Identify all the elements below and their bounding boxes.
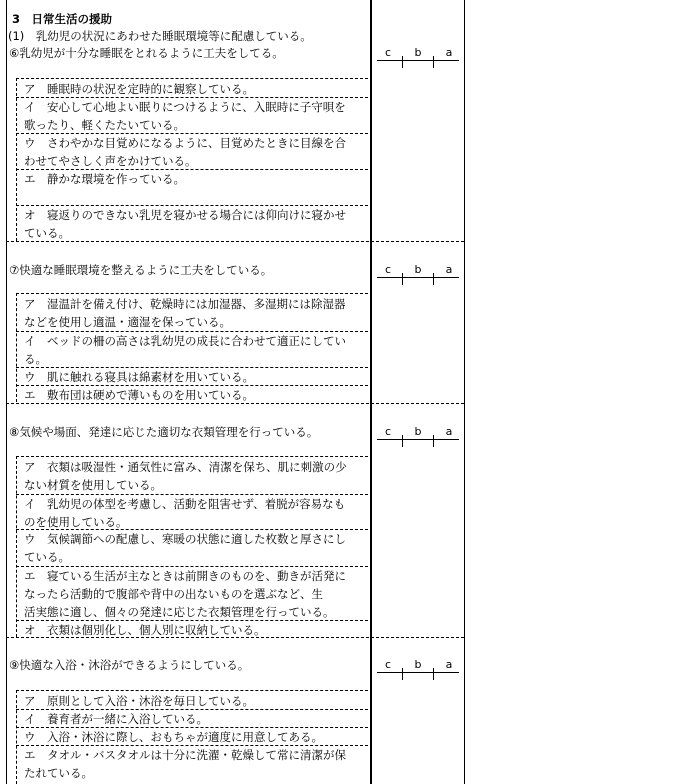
- criterion-text: ア 睡眠時の状況を定時的に観察している。: [24, 82, 254, 96]
- subsection-title: (1) 乳幼児の状況にあわせた睡眠環境等に配慮している。: [8, 29, 312, 43]
- rating-column-right-border: [464, 0, 465, 784]
- criteria-box-left: [16, 690, 17, 784]
- criterion-separator: [16, 331, 368, 332]
- criterion-text: ている。: [24, 226, 70, 240]
- rating-option-a[interactable]: a: [445, 46, 453, 59]
- criterion-text: イ 養育者が一緒に入浴している。: [24, 712, 208, 726]
- criterion-separator: [16, 385, 368, 386]
- left-column-border: [6, 0, 7, 784]
- criterion-text: 歌ったり、軽くたたいている。: [24, 118, 185, 132]
- criterion-text: イ ベッドの柵の高さは乳幼児の成長に合わせて適正にしてい: [24, 334, 346, 348]
- criterion-text: わせてやさしく声をかけている。: [24, 154, 197, 168]
- criterion-text: のを使用している。: [24, 515, 128, 529]
- rating-option-b[interactable]: b: [414, 425, 422, 438]
- rating-scale-tick: [433, 273, 434, 285]
- criterion-text: ア 湿温計を備え付け、乾燥時には加湿器、多湿期には除湿器: [24, 297, 346, 311]
- rating-option-c[interactable]: c: [384, 425, 392, 438]
- criterion-separator: [16, 709, 368, 710]
- criterion-separator: [16, 620, 368, 621]
- criterion-separator: [16, 494, 368, 495]
- criterion-text: エ 敷布団は硬めで薄いものを用いている。: [24, 388, 254, 402]
- criterion-text: ウ さわやかな目覚めになるように、目覚めたときに目線を合: [24, 136, 346, 150]
- criterion-text: オ 寝返りのできない乳児を寝かせる場合には仰向けに寝かせ: [24, 208, 346, 222]
- rating-scale-line: [377, 277, 459, 278]
- rating-scale-line: [377, 439, 459, 440]
- criterion-separator: [16, 367, 368, 368]
- rating-scale-tick: [402, 273, 403, 285]
- rating-scale-tick: [433, 435, 434, 447]
- rating-scale: [377, 46, 459, 70]
- rating-option-a[interactable]: a: [445, 263, 453, 276]
- criteria-box-left: [16, 78, 17, 241]
- criterion-text: などを使用し適温・適湿を保っている。: [24, 315, 231, 329]
- rating-scale-tick: [402, 56, 403, 68]
- criterion-separator: [16, 745, 368, 746]
- criterion-text: エ タオル・バスタオルは十分に洗濯・乾燥して常に清潔が保: [24, 748, 346, 762]
- criterion-separator: [16, 566, 368, 567]
- criterion-separator: [16, 133, 368, 134]
- criterion-separator: [16, 205, 368, 206]
- rating-scale-line: [377, 60, 459, 61]
- rating-scale: [377, 658, 459, 682]
- criteria-box-left: [16, 456, 17, 637]
- rating-option-c[interactable]: c: [384, 46, 392, 59]
- item-title: ⑧気候や場面、発達に応じた適切な衣類管理を行っている。: [9, 425, 319, 439]
- criterion-text: ている。: [24, 550, 70, 564]
- rating-option-c[interactable]: c: [384, 263, 392, 276]
- item-separator: [6, 241, 464, 242]
- criterion-text: オ 衣類は個別化し、個人別に収納している。: [24, 623, 266, 637]
- criterion-text: なったら活動的で腹部や背中の出ないものを選ぶなど、生: [24, 587, 323, 601]
- rating-option-b[interactable]: b: [414, 263, 422, 276]
- criterion-text: ウ 肌に触れる寝具は綿素材を用いている。: [24, 370, 254, 384]
- criteria-box-top: [16, 690, 368, 691]
- criterion-text: 活実態に適し、個々の発達に応じた衣類管理を行っている。: [24, 605, 335, 619]
- criterion-text: イ 安心して心地よい眠りにつけるように、入眠時に子守唄を: [24, 100, 346, 114]
- criterion-separator: [16, 169, 368, 170]
- rating-scale-tick: [433, 668, 434, 680]
- criterion-separator: [16, 97, 368, 98]
- criterion-text: エ 静かな環境を作っている。: [24, 172, 185, 186]
- criterion-text: る。: [24, 352, 47, 366]
- section-title: 3 日常生活の援助: [12, 12, 113, 26]
- item-title: ⑥乳幼児が十分な睡眠をとれるように工夫をしてる。: [9, 46, 284, 60]
- rating-option-b[interactable]: b: [414, 658, 422, 671]
- criterion-text: イ 乳幼児の体型を考慮し、活動を阻害せず、着脱が容易なも: [24, 497, 346, 511]
- criteria-box-top: [16, 456, 368, 457]
- criterion-text: ア 衣類は吸湿性・通気性に富み、清潔を保ち、肌に刺激の少: [24, 460, 347, 474]
- item-separator: [6, 637, 464, 638]
- rating-scale-tick: [402, 668, 403, 680]
- rating-option-a[interactable]: a: [445, 658, 453, 671]
- criterion-text: ア 原則として入浴・沐浴を毎日している。: [24, 694, 254, 708]
- criterion-text: ウ 気候調節への配慮し、寒暖の状態に適した枚数と厚さにし: [24, 532, 346, 546]
- rating-option-a[interactable]: a: [445, 425, 453, 438]
- criterion-text: たれている。: [24, 766, 93, 780]
- rating-option-b[interactable]: b: [414, 46, 422, 59]
- question-rating-divider: [370, 0, 372, 784]
- criterion-text: ない材質を使用している。: [24, 478, 162, 492]
- item-separator: [6, 403, 464, 404]
- rating-option-c[interactable]: c: [384, 658, 392, 671]
- item-title: ⑨快適な入浴・沐浴ができるようにしている。: [9, 658, 250, 672]
- criteria-box-top: [16, 78, 368, 79]
- criterion-text: エ 寝ている生活が主なときは前開きのものを、動きが活発に: [24, 569, 346, 583]
- rating-scale: [377, 263, 459, 287]
- rating-scale-line: [377, 672, 459, 673]
- criterion-text: ウ 入浴・沐浴に際し、おもちゃが適度に用意してある。: [24, 730, 323, 744]
- rating-scale: [377, 425, 459, 449]
- criterion-separator: [16, 727, 368, 728]
- rating-scale-tick: [433, 56, 434, 68]
- item-title: ⑦快適な睡眠環境を整えるように工夫をしている。: [9, 263, 273, 277]
- criteria-box-top: [16, 293, 368, 294]
- criterion-separator: [16, 529, 368, 530]
- rating-scale-tick: [402, 435, 403, 447]
